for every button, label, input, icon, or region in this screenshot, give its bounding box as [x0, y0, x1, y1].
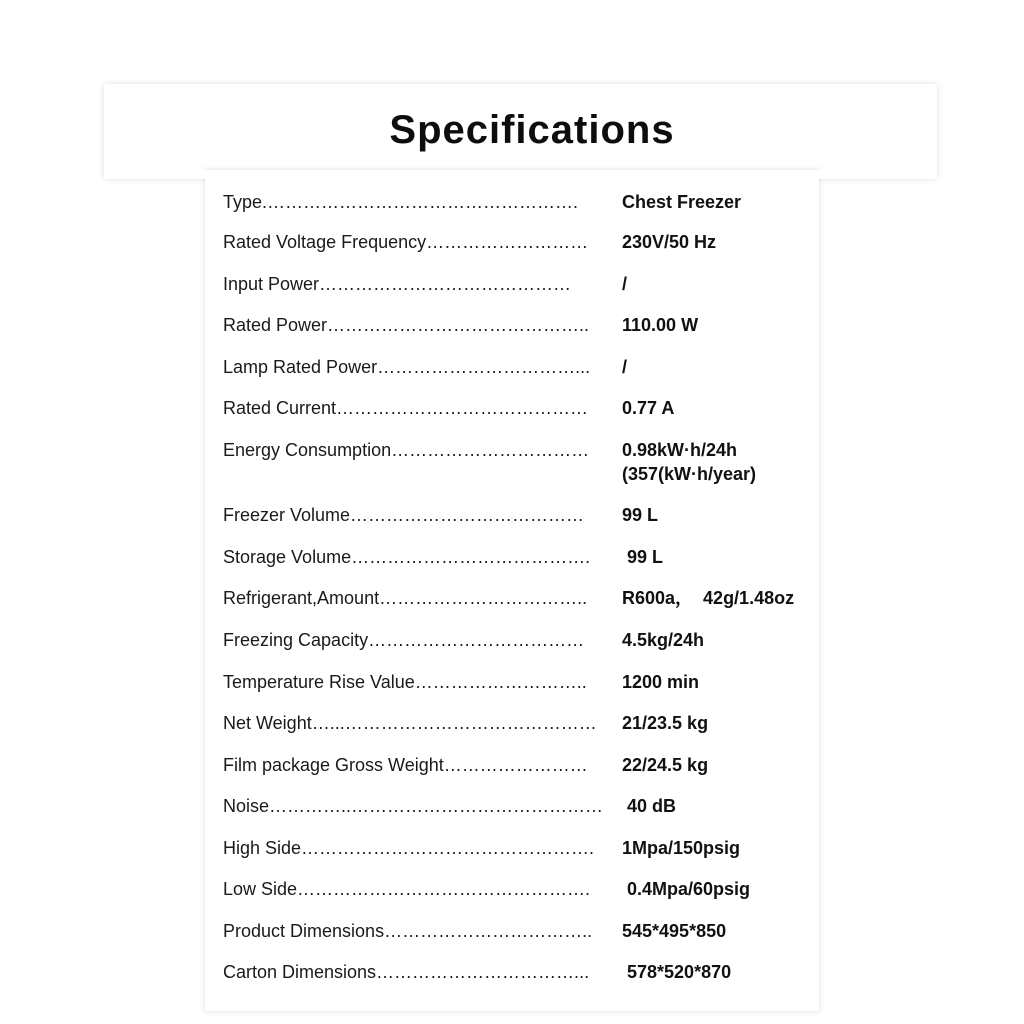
spec-value: 578*520*870 — [622, 962, 732, 982]
spec-label: Rated Current…………………………………… — [223, 398, 589, 418]
spec-value: 99 L — [622, 547, 664, 567]
spec-label: Lamp Rated Power……………………………... — [223, 357, 591, 377]
spec-value: 1200 min — [622, 672, 700, 692]
spec-label: Freezing Capacity……………………………… — [223, 630, 585, 650]
spec-value: 0.98kW·h/24h (357(kW·h/year) — [622, 440, 757, 484]
spec-value: / — [622, 357, 628, 377]
spec-label: Low Side…………………………………………. — [223, 879, 591, 899]
spec-label: Product Dimensions…………………………….. — [223, 921, 593, 941]
spec-label: Storage Volume…………………………………. — [223, 547, 591, 567]
spec-label: Energy Consumption…………………………… — [223, 440, 590, 460]
spec-value: R600a， 42g/1.48oz — [622, 588, 795, 608]
spec-label: Net Weight…...…………………………………… — [223, 713, 597, 733]
spec-label: Type.……………………………………………. — [223, 192, 579, 212]
spec-value: 110.00 W — [622, 315, 699, 335]
page-title: Specifications — [389, 108, 675, 152]
spec-value: 99 L — [622, 505, 659, 525]
spec-value: 230V/50 Hz — [622, 232, 717, 252]
spec-label: Film package Gross Weight…………………… — [223, 755, 588, 775]
card-seam — [104, 170, 937, 179]
spec-value: 545*495*850 — [622, 921, 727, 941]
spec-value: / — [622, 274, 628, 294]
spec-label: Refrigerant,Amount…………………………….. — [223, 588, 588, 608]
spec-value: 40 dB — [622, 796, 677, 816]
spec-value: 0.4Mpa/60psig — [622, 879, 751, 899]
spec-label: Rated Power…………………………………….. — [223, 315, 590, 335]
spec-label: Input Power…………………………………… — [223, 274, 572, 294]
spec-label: High Side…………………………………………. — [223, 838, 595, 858]
spec-value: 4.5kg/24h — [622, 630, 705, 650]
spec-value: 1Mpa/150psig — [622, 838, 741, 858]
spec-label: Freezer Volume………………………………… — [223, 505, 585, 525]
spec-label: Carton Dimensions……………………………... — [223, 962, 590, 982]
spec-value: Chest Freezer — [622, 192, 742, 212]
spec-value: 22/24.5 kg — [622, 755, 709, 775]
spec-value: 21/23.5 kg — [622, 713, 709, 733]
spec-value: 0.77 A — [622, 398, 675, 418]
spec-label: Noise…………..…………………………………… — [223, 796, 604, 816]
spec-label: Rated Voltage Frequency……………………… — [223, 232, 589, 252]
spec-label: Temperature Rise Value……………………….. — [223, 672, 587, 692]
